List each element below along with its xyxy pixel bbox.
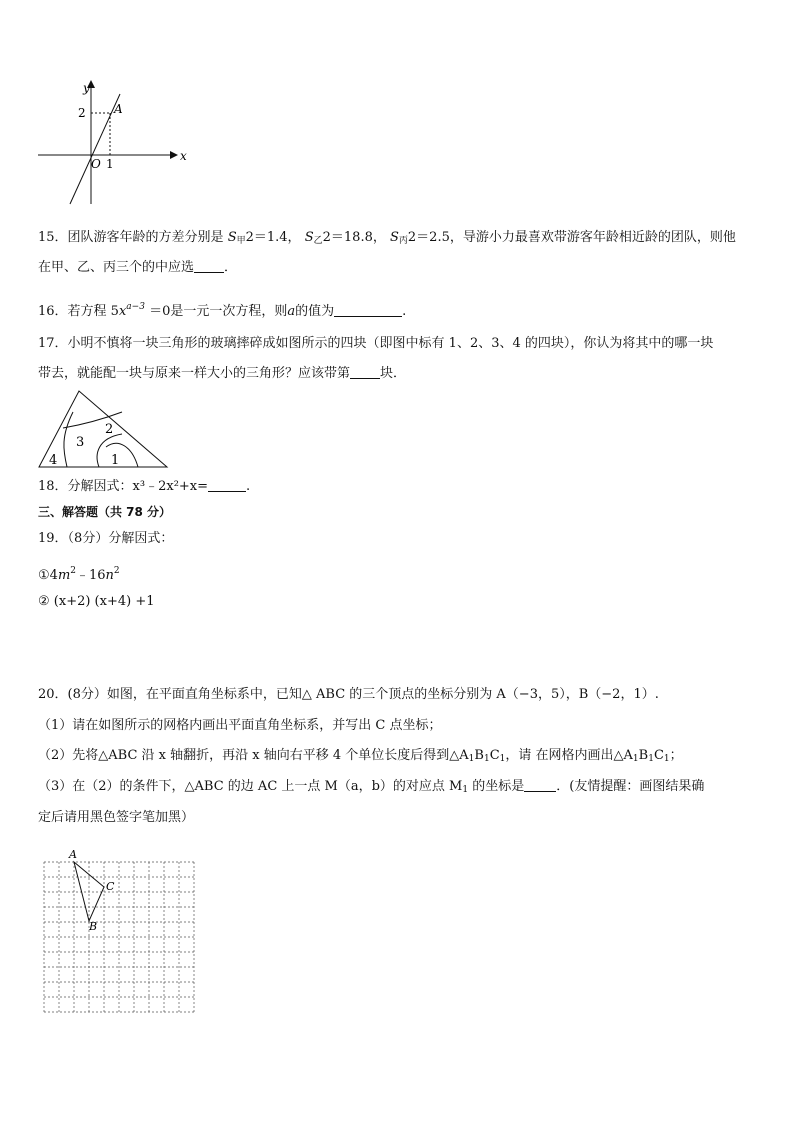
answer-blank[interactable] bbox=[334, 302, 402, 317]
y-label: y bbox=[83, 81, 90, 95]
q19-item1: $①4m^2﹣16n^2$ bbox=[38, 566, 120, 583]
tick-x-1: 1 bbox=[106, 157, 114, 171]
q16-line: 16．若方程 $5x^{a-3} =0$是一元一次方程，则a的值为 . bbox=[38, 302, 407, 319]
q19-item2: ② (x+2) (x+4) +1 bbox=[38, 594, 155, 609]
q18-line: 18．分解因式：x³﹣2x²+x= . bbox=[38, 479, 251, 494]
coordinate-graph bbox=[30, 72, 190, 212]
vertex-c-label: C bbox=[106, 880, 115, 893]
q20-line4: （3）在（2）的条件下，△ABC 的边 AC 上一点 M（a，b）的对应点 $M_1$ 的坐标是 ．(友情提醒：画图结果确 bbox=[38, 779, 705, 795]
q15-line2: 在甲、乙、丙三个的中应选 ． bbox=[38, 260, 238, 275]
q20-line3: （2）先将△ABC 沿 x 轴翻折，再沿 x 轴向右平移 4 个单位长度后得到$\triangle A_1B_1C_1$，请 在网格内画出$\triangle A_1B_1C_1$； bbox=[38, 748, 683, 764]
q20-line5: 定后请用黑色签字笔加黑） bbox=[38, 810, 195, 825]
piece-label-2: 2 bbox=[105, 422, 114, 437]
x-axis-arrow bbox=[170, 151, 178, 159]
answer-blank[interactable] bbox=[350, 364, 380, 379]
q20-line1: 20．(8分）如图，在平面直角坐标系中，已知△ ABC 的三个顶点的坐标分别为 A（−3，5），B（−2，1）. bbox=[38, 687, 659, 702]
point-a-label: A bbox=[114, 102, 123, 116]
piece-label-3: 3 bbox=[76, 435, 85, 450]
origin-label: O bbox=[91, 157, 101, 171]
dashed-grid bbox=[44, 862, 194, 1012]
vertex-a-label: A bbox=[69, 848, 77, 861]
q19-title: 19．（8分）分解因式： bbox=[38, 531, 174, 546]
tick-y-2: 2 bbox=[78, 106, 86, 120]
q17-line2: 带去，就能配一块与原来一样大小的三角形？应该带第 块． bbox=[38, 366, 407, 381]
vertex-b-label: B bbox=[89, 920, 98, 933]
broken-triangle-figure bbox=[36, 388, 171, 470]
grid-figure bbox=[38, 846, 203, 1014]
answer-blank[interactable] bbox=[194, 258, 224, 273]
piece-label-4: 4 bbox=[49, 453, 58, 468]
q20-line2: （1）请在如图所示的网格内画出平面直角坐标系，并写出 C 点坐标； bbox=[38, 718, 442, 733]
section-3-heading: 三、解答题（共 78 分） bbox=[38, 505, 172, 519]
triangle-outline bbox=[39, 391, 167, 467]
q15-line1: 15．团队游客年龄的方差分别是 $S_甲2=1.4$， $S_乙2=18.8$， $S_丙2=2.5$，导游小力最喜欢带游客年龄相近龄的团队，则他 bbox=[38, 230, 736, 246]
q17-line1: 17．小明不慎将一块三角形的玻璃摔碎成如图所示的四块（即图中标有 1、2、3、4 的四块），你认为将其中的哪一块 bbox=[38, 336, 714, 351]
answer-blank[interactable] bbox=[524, 777, 556, 792]
x-label: x bbox=[180, 149, 187, 163]
piece-label-1: 1 bbox=[111, 453, 120, 468]
crack-line-1 bbox=[64, 412, 73, 467]
answer-blank[interactable] bbox=[208, 477, 246, 492]
